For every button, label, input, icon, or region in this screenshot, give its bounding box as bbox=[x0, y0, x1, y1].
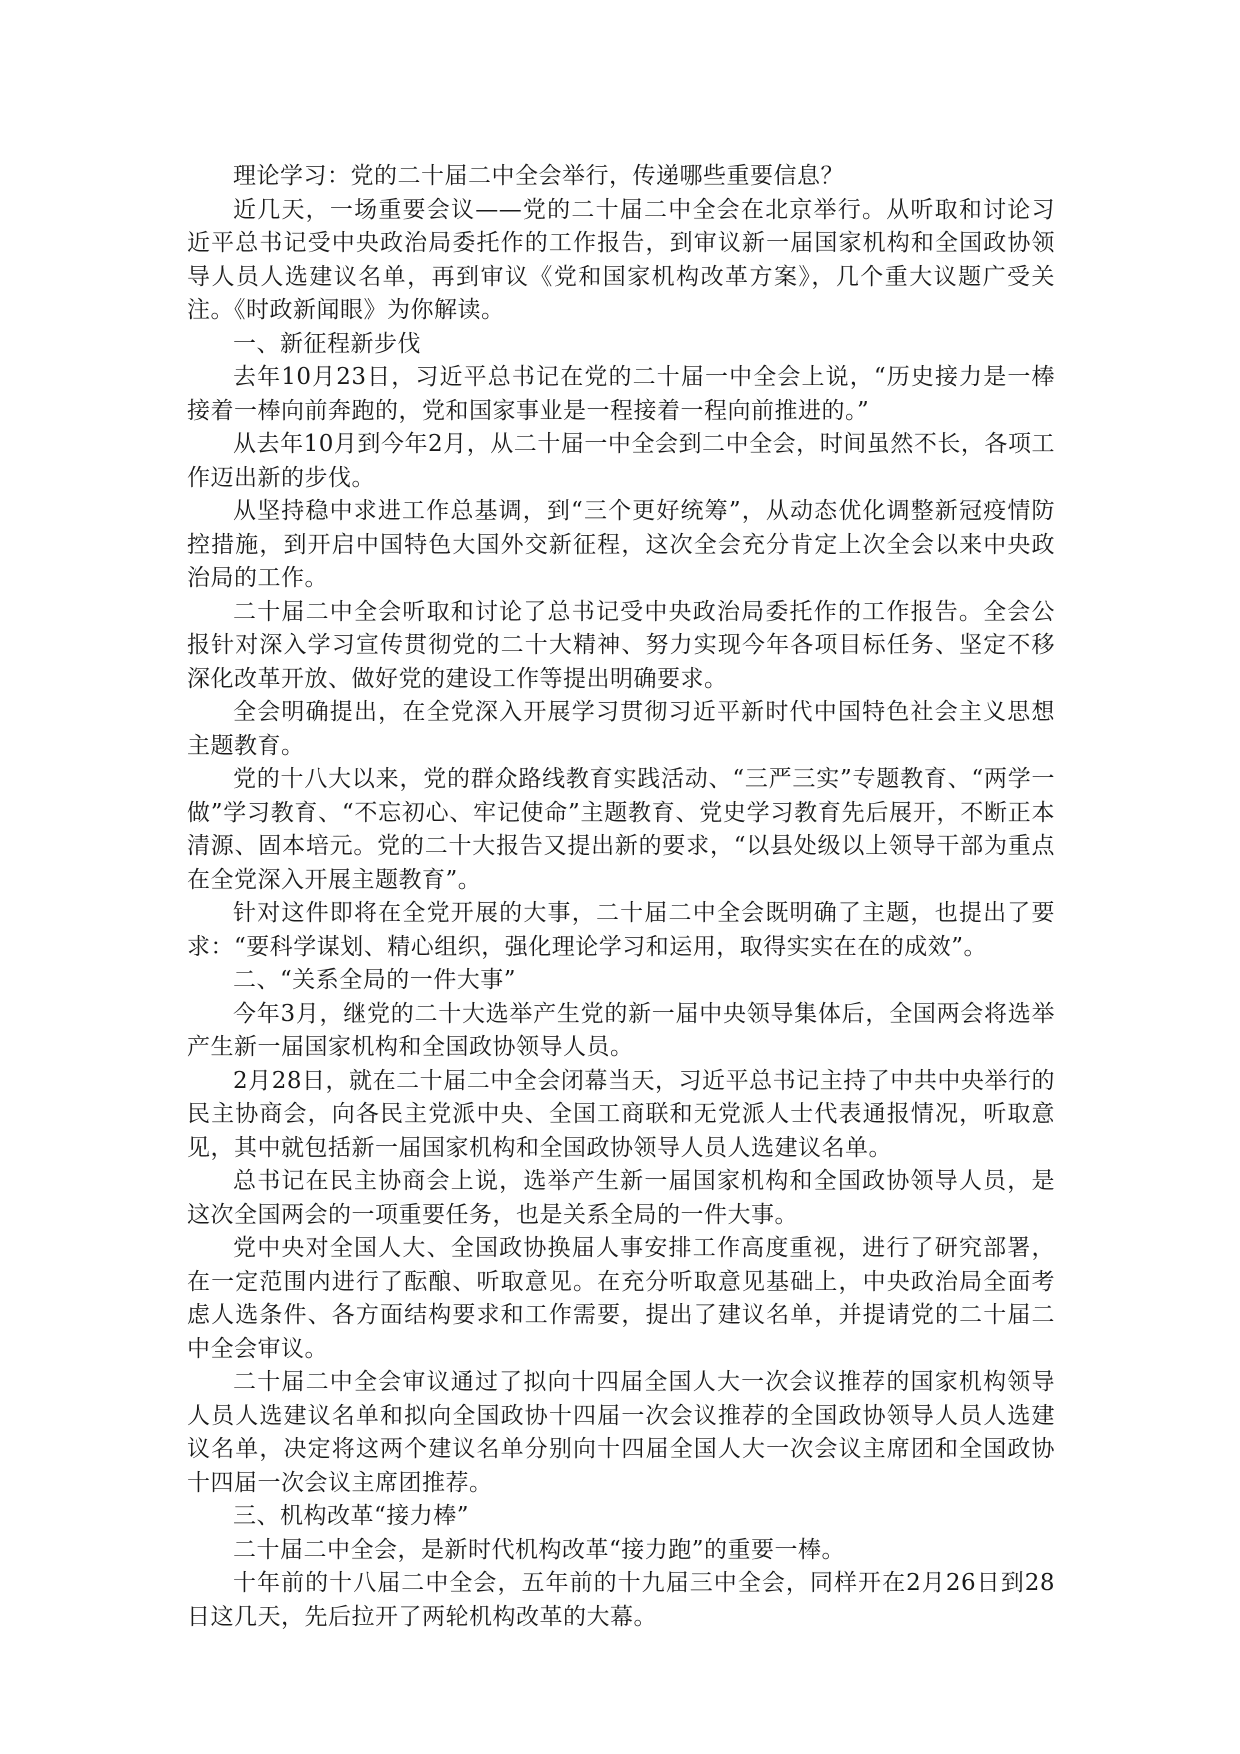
document-body bbox=[187, 160, 1055, 1634]
paragraph: 从去年10月到今年2月，从二十届一中全会到二中全会，时间虽然不长，各项工作迈出新的步伐。 bbox=[187, 431, 1055, 491]
paragraph: 总书记在民主协商会上说，选举产生新一届国家机构和全国政协领导人员，是这次全国两会的一项重要任务，也是关系全局的一件大事。 bbox=[187, 1168, 1055, 1228]
paragraph: 二十届二中全会审议通过了拟向十四届全国人大一次会议推荐的国家机构领导人员人选建议名单和拟向全国政协十四届一次会议推荐的全国政协领导人员人选建议名单，决定将这两个建议名单分别向十四届全国人大一次会议主席团和全国政协十四届一次会议主席团推荐。 bbox=[187, 1369, 1055, 1496]
paragraph: 从坚持稳中求进工作总基调，到“三个更好统筹”，从动态优化调整新冠疫情防控措施，到开启中国特色大国外交新征程，这次全会充分肯定上次全会以来中央政治局的工作。 bbox=[187, 498, 1055, 591]
section-heading: 三、机构改革“接力棒” bbox=[233, 1503, 470, 1529]
section-heading: 二、“关系全局的一件大事” bbox=[233, 967, 517, 993]
paragraph: 十年前的十八届二中全会，五年前的十九届三中全会，同样开在2月26日到28日这几天，先后拉开了两轮机构改革的大幕。 bbox=[187, 1570, 1055, 1630]
paragraph: 针对这件即将在全党开展的大事，二十届二中全会既明确了主题，也提出了要求：“要科学谋划、精心组织，强化理论学习和运用，取得实实在在的成效”。 bbox=[187, 900, 1055, 960]
paragraph: 二十届二中全会听取和讨论了总书记受中央政治局委托作的工作报告。全会公报针对深入学习宣传贯彻党的二十大精神、努力实现今年各项目标任务、坚定不移深化改革开放、做好党的建设工作等提出明确要求。 bbox=[187, 598, 1055, 692]
section-heading: 一、新征程新步伐 bbox=[233, 330, 421, 357]
paragraph: 二十届二中全会，是新时代机构改革“接力跑”的重要一棒。 bbox=[233, 1536, 846, 1563]
paragraph: 今年3月，继党的二十大选举产生党的新一届中央领导集体后，全国两会将选举产生新一届国家机构和全国政协领导人员。 bbox=[187, 1000, 1055, 1060]
paragraph: 全会明确提出，在全党深入开展学习贯彻习近平新时代中国特色社会主义思想主题教育。 bbox=[187, 699, 1055, 759]
paragraph: 党中央对全国人大、全国政协换届人事安排工作高度重视，进行了研究部署，在一定范围内进行了酝酿、听取意见。在充分听取意见基础上，中央政治局全面考虑人选条件、各方面结构要求和工作需要，提出了建议名单，并提请党的二十届二中全会审议。 bbox=[187, 1235, 1055, 1362]
paragraph: 去年10月23日，习近平总书记在党的二十届一中全会上说，“历史接力是一棒接着一棒向前奔跑的，党和国家事业是一程接着一程向前推进的。” bbox=[187, 364, 1055, 424]
paragraph: 近几天，一场重要会议——党的二十届二中全会在北京举行。从听取和讨论习近平总书记受中央政治局委托作的工作报告，到审议新一届国家机构和全国政协领导人员人选建议名单，再到审议《党和国家机构改革方案》，几个重大议题广受关注。《时政新闻眼》为你解读。 bbox=[187, 196, 1055, 323]
paragraph: 党的十八大以来，党的群众路线教育实践活动、“三严三实”专题教育、“两学一做”学习教育、“不忘初心、牢记使命”主题教育、党史学习教育先后展开，不断正本清源、固本培元。党的二十大报告又提出新的要求，“以县处级以上领导干部为重点在全党深入开展主题教育”。 bbox=[187, 766, 1055, 893]
paragraph: 2月28日，就在二十届二中全会闭幕当天，习近平总书记主持了中共中央举行的民主协商会，向各民主党派中央、全国工商联和无党派人士代表通报情况，听取意见，其中就包括新一届国家机构和全国政协领导人员人选建议名单。 bbox=[187, 1067, 1055, 1161]
document-title: 理论学习：党的二十届二中全会举行，传递哪些重要信息？ bbox=[233, 163, 844, 189]
